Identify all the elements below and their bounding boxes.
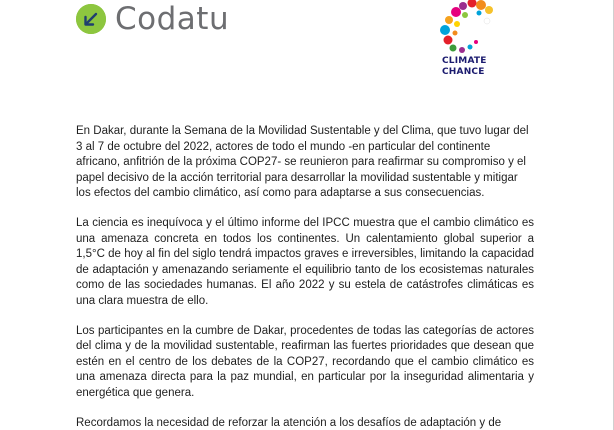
paragraph-participants: Los participantes en la cumbre de Dakar, procedentes de todas las categorías de actores del clima y de la movilidad sustentable, reafirman las fuertes prioridades que desean que estén en el centro de los debates de la COP27, recordando que el cambio climático es una amenaza directa para la paz mundial, en particular por la inseguridad alimentaria y energética que genera. [76, 324, 534, 399]
document-body [76, 124, 534, 430]
climate-chance-logo-text [442, 56, 487, 78]
climate-logo-line1: CLIMATE [442, 56, 487, 66]
codatu-logo [76, 1, 229, 37]
codatu-logo-text: Codatu [115, 1, 230, 37]
climate-logo-line2: CHANCE [442, 67, 485, 77]
arrow-in-circle-icon [76, 4, 106, 34]
paragraph-intro: En Dakar, durante la Semana de la Movilidad Sustentable y del Clima, que tuvo lugar del 3 al 7 de octubre del 2022, actores de todo el mundo -en particular del continente africano, anfitrión de la próxima COP27- se reunieron para reafirmar su compromiso y el papel decisivo de la acción territorial para desarrollar la movilidad sustentable y mitigar los efectos del cambio climático, así como para adaptarse a sus consecuencias. [76, 125, 529, 200]
paragraph-adaptation: Recordamos la necesidad de reforzar la atención a los desafíos de adaptación y de [76, 416, 502, 429]
paragraph-science: La ciencia es inequívoca y el último informe del IPCC muestra que el cambio climático es una amenaza concreta en todos los continentes. Un calentamiento global superior a 1,5°C de hoy al fin del siglo tendrá impactos graves e irreversibles, limitando la capacidad de adaptación y amenazando seriamente el equilibrio tanto de los ecosistemas naturales como de las sociedades humanas. El año 2022 y su estela de catástrofes climáticas es una clara muestra de ello. [76, 216, 534, 307]
